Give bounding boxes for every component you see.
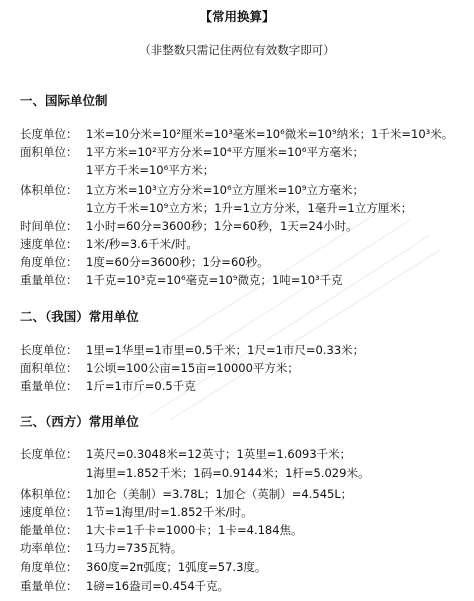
row-length-cn: [20, 343, 364, 357]
row-volume-si-cont: [86, 201, 412, 215]
section-heading-china: 二、（我国）常用单位: [20, 309, 139, 324]
row-text: 1海里=1.852千米；1码=0.9144米；1杆=5.029米。: [86, 466, 370, 480]
row-text: 1斤=1市斤=0.5千克: [86, 379, 196, 393]
row-weight-west: [20, 579, 229, 593]
row-label: 功率单位：: [20, 541, 78, 555]
row-label: 长度单位：: [20, 343, 78, 357]
row-text: 1平方米=10²平方分米=10⁴平方厘米=10⁶平方毫米；: [86, 145, 364, 159]
row-power-west: [20, 541, 182, 555]
row-text: 1马力=735瓦特。: [86, 541, 183, 555]
row-text: 1立方千米=10⁹立方米；1升=1立方分米，1毫升=1立方厘米；: [86, 201, 413, 215]
row-energy-west: [20, 523, 303, 537]
row-text: 1小时=60分=3600秒；1分=60秒，1天=24小时。: [86, 219, 358, 233]
row-area-si-cont: [86, 163, 214, 177]
row-text: 1米=10分米=10²厘米=10³毫米=10⁶微米=10⁹纳米；1千米=10³米。: [86, 127, 454, 141]
row-label: 能量单位：: [20, 523, 78, 537]
row-label: 面积单位：: [20, 361, 78, 375]
row-area-si: [20, 145, 364, 159]
row-label: 重量单位：: [20, 579, 78, 593]
row-text: 1平方千米=10⁶平方米；: [86, 163, 215, 177]
row-text: 1立方米=10³立方分米=10⁶立方厘米=10⁹立方毫米；: [86, 183, 364, 197]
page-title: 【常用换算】: [199, 9, 275, 24]
row-time-si: [20, 219, 358, 233]
row-text: 1里=1华里=1市里=0.5千米；1尺=1市尺=0.33米；: [86, 343, 365, 357]
row-weight-cn: [20, 379, 196, 393]
row-angle-si: [20, 255, 269, 269]
row-label: 重量单位：: [20, 273, 78, 287]
row-label: 速度单位：: [20, 505, 78, 519]
row-text: 360度=2π弧度；1弧度=57.3度。: [86, 560, 267, 574]
row-label: 角度单位：: [20, 560, 78, 574]
row-speed-west: [20, 505, 253, 519]
row-length-si: [20, 127, 453, 141]
row-label: 角度单位：: [20, 255, 78, 269]
row-text: 1公顷=100公亩=15亩=10000平方米；: [86, 361, 299, 375]
page-subtitle: （非整数只需记住两位有效数字即可）: [139, 43, 335, 57]
row-text: 1大卡=1千卡=1000卡；1卡=4.184焦。: [86, 523, 303, 537]
row-label: 面积单位：: [20, 145, 78, 159]
row-label: 长度单位：: [20, 127, 78, 141]
row-angle-west: [20, 560, 266, 574]
row-volume-si: [20, 183, 364, 197]
row-speed-si: [20, 237, 198, 251]
row-volume-west: [20, 487, 352, 501]
row-text: 1加仑（美制）=3.78L；1加仑（英制）=4.545L；: [86, 487, 353, 501]
row-label: 体积单位：: [20, 183, 78, 197]
row-text: 1磅=16盎司=0.454千克。: [86, 579, 230, 593]
section-heading-international: 一、国际单位制: [20, 93, 108, 108]
row-weight-si: [20, 273, 343, 287]
row-label: 长度单位：: [20, 447, 78, 461]
row-label: 时间单位：: [20, 219, 78, 233]
row-label: 体积单位：: [20, 487, 78, 501]
row-text: 1度=60分=3600秒；1分=60秒。: [86, 255, 269, 269]
row-text: 1千克=10³克=10⁶毫克=10⁹微克；1吨=10³千克: [86, 273, 343, 287]
row-text: 1节=1海里/时=1.852千米/时。: [86, 505, 253, 519]
row-label: 速度单位：: [20, 237, 78, 251]
row-length-west: [20, 447, 351, 461]
row-text: 1米/秒=3.6千米/时。: [86, 237, 198, 251]
row-length-west-cont: [86, 466, 369, 480]
row-label: 重量单位：: [20, 379, 78, 393]
row-text: 1英尺=0.3048米=12英寸；1英里=1.6093千米；: [86, 447, 352, 461]
row-area-cn: [20, 361, 299, 375]
section-heading-western: 三、（西方）常用单位: [20, 414, 139, 429]
